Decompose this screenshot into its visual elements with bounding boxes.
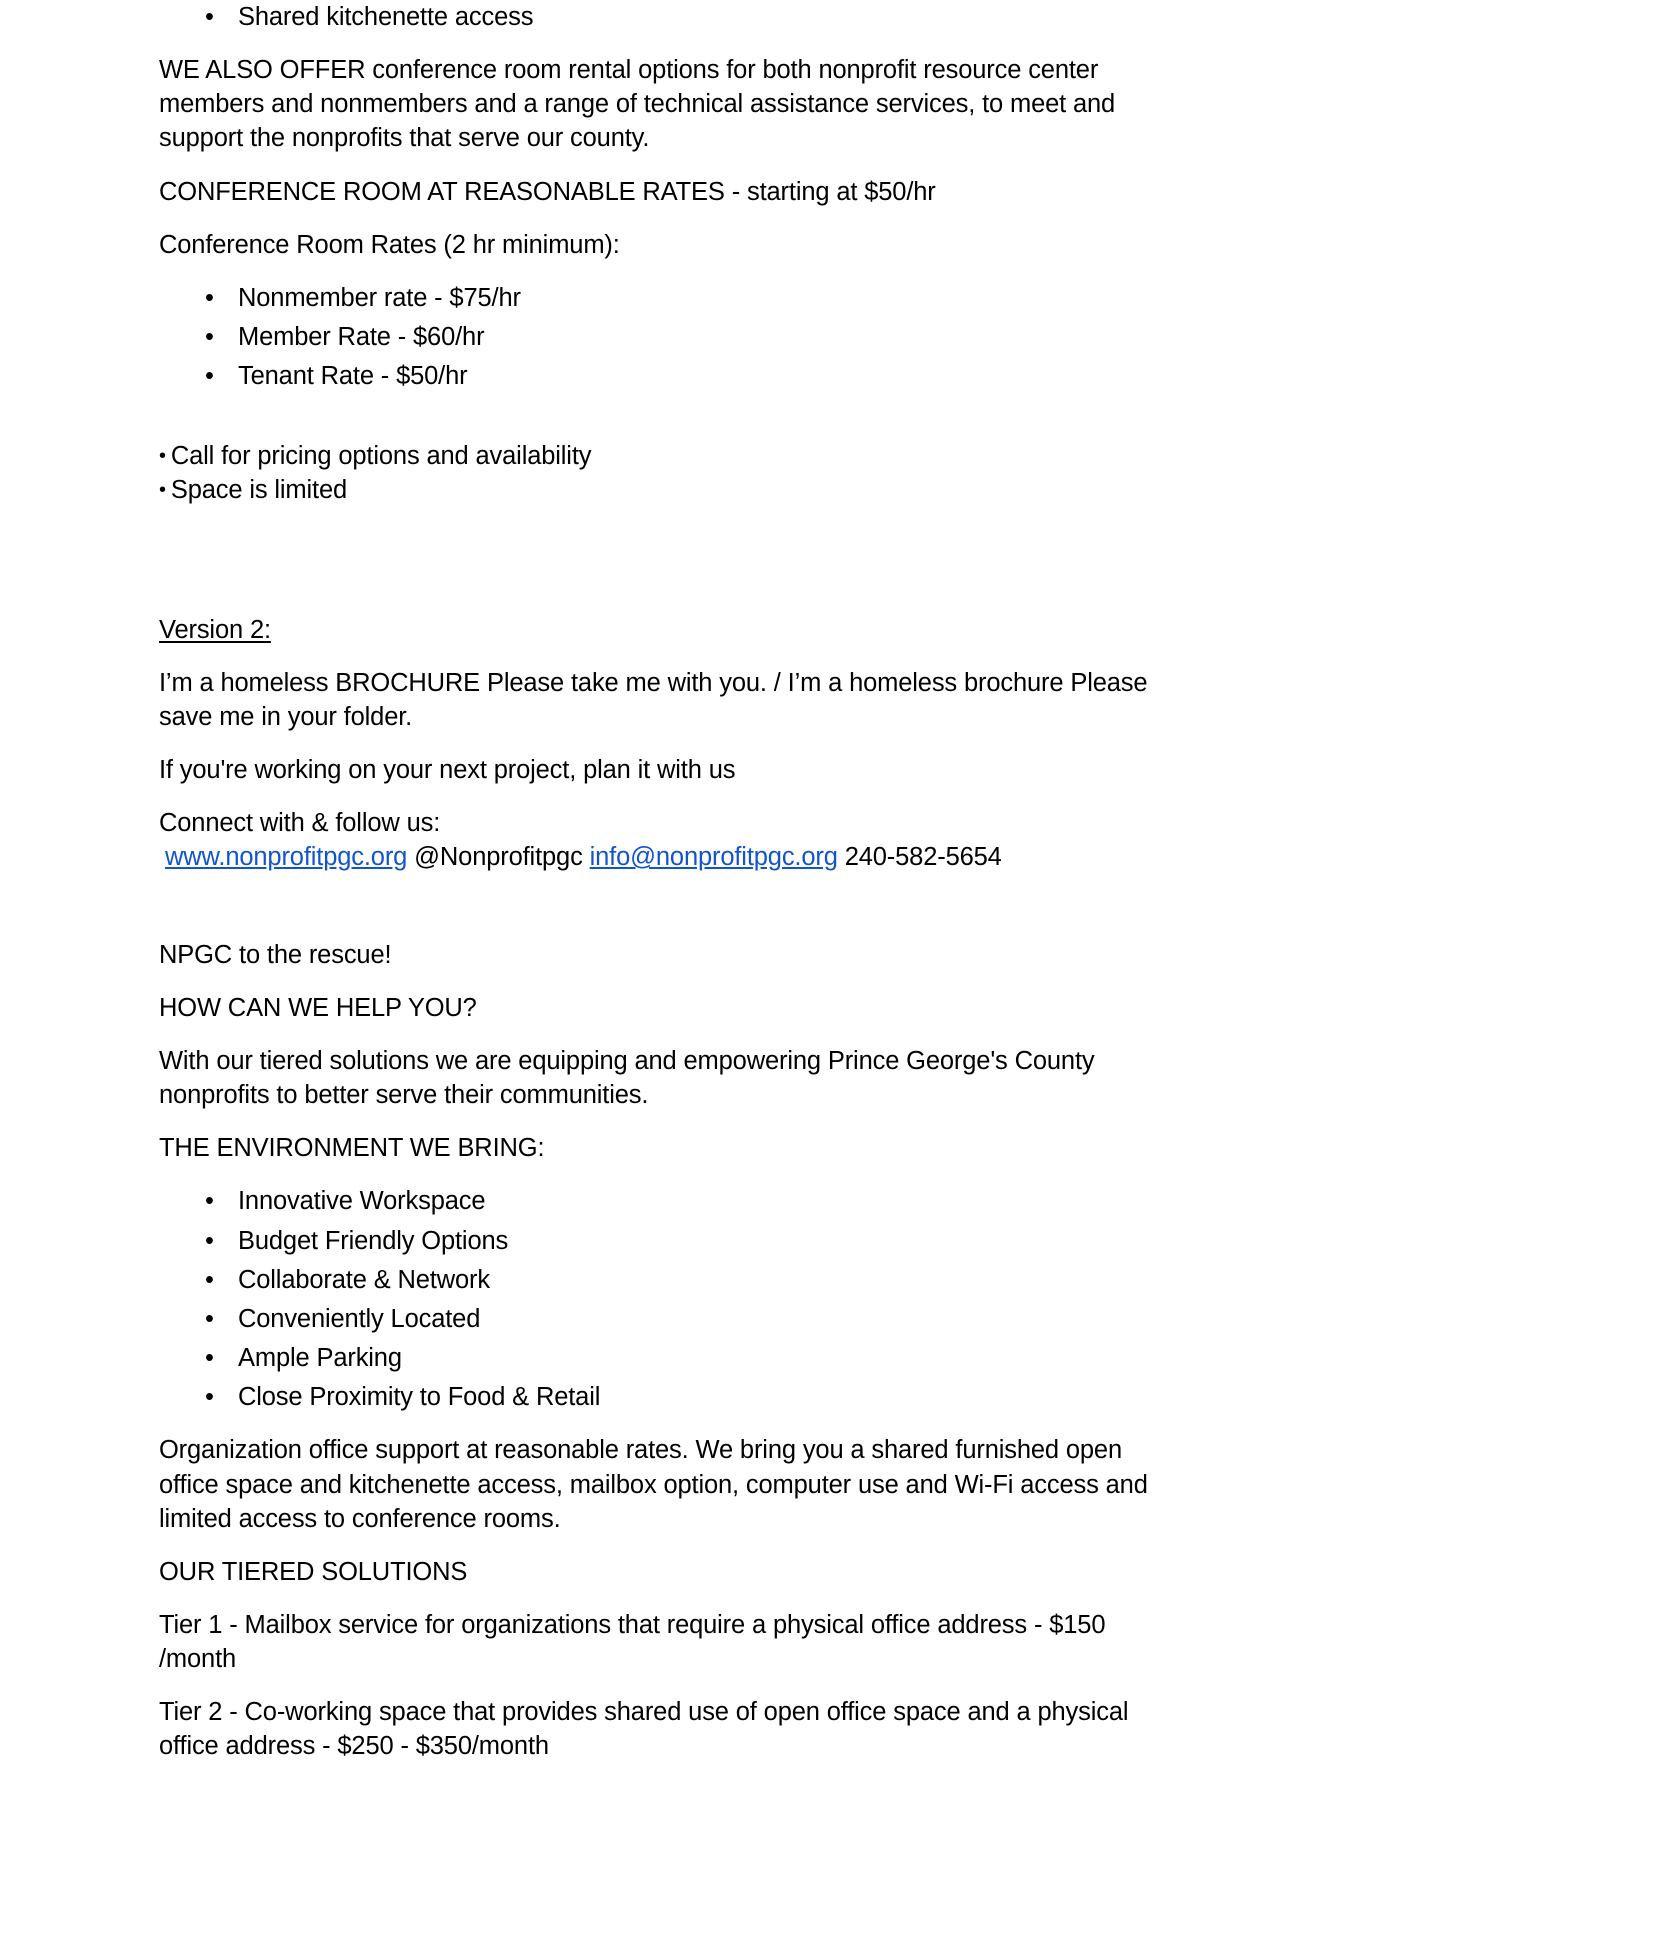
list-item: [159, 281, 1149, 315]
bullet-icon: •: [205, 1226, 214, 1255]
conference-rates-intro: Conference Room Rates (2 hr minimum):: [159, 230, 620, 259]
conference-room-heading: CONFERENCE ROOM AT REASONABLE RATES - starting at $50/hr: [159, 177, 936, 206]
note-space-limited: [159, 474, 1149, 507]
list-item: [159, 1380, 1149, 1414]
conference-rates-list: [159, 281, 1149, 393]
list-item: [159, 359, 1149, 393]
list-item-label: Ample Parking: [238, 1344, 402, 1373]
bullet-icon: •: [205, 1265, 214, 1294]
our-tiered-solutions-heading: OUR TIERED SOLUTIONS: [159, 1557, 468, 1586]
spacer: [159, 894, 1149, 938]
list-item: [159, 1302, 1149, 1336]
list-item-label: Tenant Rate - $50/hr: [238, 362, 468, 391]
kitchenette-bullet-list: [159, 0, 1149, 34]
list-item-label: Conveniently Located: [238, 1304, 481, 1333]
bullet-icon: •: [205, 1304, 214, 1333]
list-item-label: Budget Friendly Options: [238, 1226, 509, 1255]
spacer: [159, 507, 1149, 569]
note-call-for-pricing: [159, 440, 1149, 473]
version-heading: [159, 613, 1149, 647]
next-project-paragraph: If you're working on your next project, plan it with us: [159, 756, 736, 785]
tier-2-paragraph: Tier 2 - Co-working space that provides shared use of open office space and a physical office address - $250 - $350/month: [159, 1698, 1129, 1761]
list-item: [159, 320, 1149, 354]
tiered-solutions-intro: With our tiered solutions we are equipping and empowering Prince George's County nonprofits to better serve their communities.: [159, 1046, 1095, 1110]
bullet-icon: •: [159, 445, 166, 468]
help-heading: HOW CAN WE HELP YOU?: [159, 993, 477, 1022]
spacer: [159, 412, 1149, 440]
bullet-icon: •: [205, 1383, 214, 1412]
social-handle: @Nonprofitpgc: [414, 843, 583, 872]
document-body: [159, 0, 1149, 1783]
office-support-paragraph: Organization office support at reasonable rates. We bring you a shared furnished open office space and kitchenette access, mailbox option, computer use and Wi-Fi access and limited access to conference rooms.: [159, 1436, 1148, 1533]
website-link[interactable]: www.nonprofitpgc.org: [165, 843, 408, 872]
bullet-icon: •: [205, 1187, 214, 1216]
version-heading-label: Version 2:: [159, 615, 271, 644]
email-link[interactable]: info@nonprofitpgc.org: [589, 843, 838, 872]
tier-1-paragraph: Tier 1 - Mailbox service for organizations that require a physical office address - $150 /month: [159, 1610, 1106, 1674]
list-item: [159, 1341, 1149, 1375]
bullet-icon: •: [159, 478, 166, 501]
note-label: Call for pricing options and availability: [170, 442, 592, 471]
list-item-label: Nonmember rate - $75/hr: [238, 283, 521, 312]
environment-list: [159, 1184, 1149, 1414]
connect-label: Connect with & follow us:: [159, 809, 441, 838]
rescue-line: NPGC to the rescue!: [159, 940, 392, 969]
bullet-icon: •: [205, 283, 214, 312]
list-item-label: Collaborate & Network: [238, 1265, 490, 1294]
list-item: [159, 1224, 1149, 1258]
brochure-tagline-paragraph: I’m a homeless BROCHURE Please take me with you. / I’m a homeless brochure Please save me in your folder.: [159, 668, 1148, 731]
environment-heading: THE ENVIRONMENT WE BRING:: [159, 1134, 545, 1163]
bullet-icon: •: [205, 3, 214, 31]
list-item: [159, 1263, 1149, 1297]
phone-number: 240-582-5654: [844, 843, 1002, 872]
list-item-label: Member Rate - $60/hr: [238, 323, 485, 352]
spacer: [159, 569, 1149, 613]
list-item: [159, 0, 1149, 34]
list-item-label: Innovative Workspace: [238, 1187, 486, 1216]
bullet-icon: •: [205, 362, 214, 391]
contact-line: [159, 840, 1149, 874]
list-item-label: Shared kitchenette access: [238, 3, 534, 31]
bullet-icon: •: [205, 1344, 214, 1373]
note-label: Space is limited: [170, 475, 348, 504]
we-also-offer-paragraph: WE ALSO OFFER conference room rental options for both nonprofit resource center members and nonmembers and a range of technical assistance services, to meet and support the nonprofits that serve our county.: [159, 56, 1116, 153]
list-item-label: Close Proximity to Food & Retail: [238, 1383, 601, 1412]
bullet-icon: •: [205, 323, 214, 352]
list-item: [159, 1184, 1149, 1218]
